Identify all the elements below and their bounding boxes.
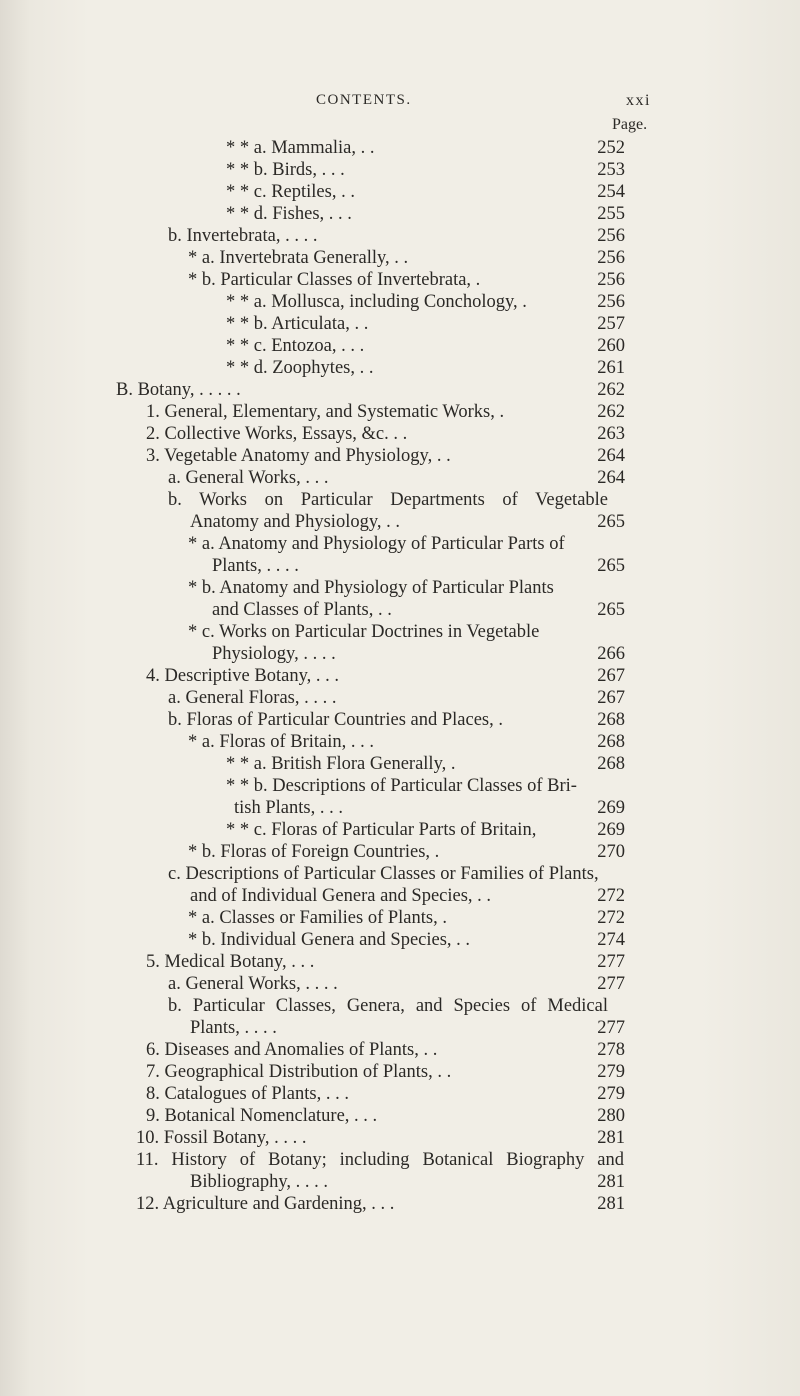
table-of-contents (0, 138, 800, 1216)
toc-entry (0, 710, 800, 732)
toc-entry-page: 270 (597, 842, 625, 862)
toc-entry-text: * a. Floras of Britain, . . . (188, 732, 375, 752)
toc-entry (0, 864, 800, 886)
page-number: xxi (626, 92, 651, 109)
toc-entry (0, 886, 800, 908)
toc-entry (0, 1150, 800, 1172)
toc-entry (0, 336, 800, 358)
toc-entry (0, 248, 800, 270)
toc-entry (0, 930, 800, 952)
toc-entry (0, 754, 800, 776)
toc-entry (0, 1194, 800, 1216)
toc-entry-text: Bibliography, . . . . (190, 1172, 329, 1192)
toc-entry (0, 512, 800, 534)
toc-entry-text: * * d. Zoophytes, . . (226, 358, 374, 378)
toc-entry-page: 265 (597, 600, 625, 620)
toc-entry (0, 732, 800, 754)
toc-entry (0, 270, 800, 292)
toc-entry (0, 182, 800, 204)
toc-entry-text: * b. Individual Genera and Species, . . (188, 930, 471, 950)
toc-entry-text: * a. Classes or Families of Plants, . (188, 908, 447, 928)
toc-entry-page: 272 (597, 908, 625, 928)
toc-entry-page: 253 (597, 160, 625, 180)
toc-entry-text: 5. Medical Botany, . . . (146, 952, 315, 972)
toc-entry (0, 1128, 800, 1150)
toc-entry (0, 1018, 800, 1040)
toc-entry-text: * a. Anatomy and Physiology of Particular Parts of (188, 534, 565, 554)
toc-entry (0, 138, 800, 160)
toc-entry (0, 468, 800, 490)
toc-entry-text: Anatomy and Physiology, . . (190, 512, 401, 532)
toc-entry-page: 252 (597, 138, 625, 158)
toc-entry-page: 256 (597, 248, 625, 268)
toc-entry (0, 842, 800, 864)
toc-entry-text: * b. Particular Classes of Invertebrata, . (188, 270, 481, 290)
toc-entry (0, 380, 800, 402)
toc-entry-text: 2. Collective Works, Essays, &c. . . (146, 424, 408, 444)
toc-entry (0, 160, 800, 182)
toc-entry (0, 534, 800, 556)
toc-entry-page: 268 (597, 710, 625, 730)
toc-entry-text: 4. Descriptive Botany, . . . (146, 666, 340, 686)
toc-entry-text: * * b. Descriptions of Particular Classes of Bri- (226, 776, 577, 796)
toc-entry-page: 279 (597, 1084, 625, 1104)
toc-entry-page: 281 (597, 1172, 625, 1192)
toc-entry-text: a. General Works, . . . . (168, 974, 338, 994)
toc-entry-text: a. General Floras, . . . . (168, 688, 337, 708)
toc-entry-text: * * a. Mollusca, including Conchology, . (226, 292, 527, 312)
toc-entry (0, 490, 800, 512)
toc-entry-text: Plants, . . . . (190, 1018, 277, 1038)
toc-entry-text: 8. Catalogues of Plants, . . . (146, 1084, 349, 1104)
toc-entry-text: b. Works on Particular Departments of Vegetable (168, 490, 608, 510)
toc-entry (0, 314, 800, 336)
toc-entry-text: * * a. Mammalia, . . (226, 138, 375, 158)
toc-entry-page: 281 (597, 1194, 625, 1214)
toc-entry-page: 267 (597, 688, 625, 708)
toc-entry-text: * * d. Fishes, . . . (226, 204, 352, 224)
toc-entry (0, 820, 800, 842)
toc-entry-page: 261 (597, 358, 625, 378)
toc-entry-page: 262 (597, 380, 625, 400)
toc-entry-text: b. Particular Classes, Genera, and Species of Medical (168, 996, 608, 1016)
toc-entry (0, 952, 800, 974)
toc-entry (0, 666, 800, 688)
toc-entry-text: 3. Vegetable Anatomy and Physiology, . . (146, 446, 451, 466)
toc-entry-text: * * c. Entozoa, . . . (226, 336, 365, 356)
toc-entry-text: Plants, . . . . (212, 556, 299, 576)
toc-entry-page: 266 (597, 644, 625, 664)
toc-entry-page: 269 (597, 798, 625, 818)
toc-entry-page: 277 (597, 952, 625, 972)
toc-entry-text: * * c. Floras of Particular Parts of Britain, (226, 820, 537, 840)
running-title: CONTENTS. (316, 92, 412, 108)
toc-entry (0, 688, 800, 710)
toc-entry (0, 424, 800, 446)
toc-entry-page: 263 (597, 424, 625, 444)
toc-entry (0, 798, 800, 820)
toc-entry-page: 257 (597, 314, 625, 334)
toc-entry-text: and of Individual Genera and Species, . . (190, 886, 492, 906)
toc-entry-text: * c. Works on Particular Doctrines in Vegetable (188, 622, 540, 642)
toc-entry-text: 1. General, Elementary, and Systematic Works, . (146, 402, 505, 422)
toc-entry-page: 277 (597, 1018, 625, 1038)
toc-entry-page: 265 (597, 556, 625, 576)
toc-entry-text: 7. Geographical Distribution of Plants, . . (146, 1062, 452, 1082)
toc-entry (0, 556, 800, 578)
toc-entry-text: * * c. Reptiles, . . (226, 182, 355, 202)
toc-entry-page: 255 (597, 204, 625, 224)
toc-entry-text: a. General Works, . . . (168, 468, 329, 488)
toc-entry (0, 402, 800, 424)
toc-entry (0, 600, 800, 622)
toc-entry-page: 272 (597, 886, 625, 906)
toc-entry-text: 6. Diseases and Anomalies of Plants, . . (146, 1040, 438, 1060)
toc-entry-text: 10. Fossil Botany, . . . . (136, 1128, 307, 1148)
toc-entry-text: and Classes of Plants, . . (212, 600, 392, 620)
toc-entry-page: 256 (597, 292, 625, 312)
toc-entry (0, 226, 800, 248)
toc-entry (0, 622, 800, 644)
toc-entry-page: 274 (597, 930, 625, 950)
toc-entry (0, 292, 800, 314)
toc-entry-page: 264 (597, 468, 625, 488)
toc-entry (0, 644, 800, 666)
toc-entry-page: 279 (597, 1062, 625, 1082)
toc-entry-text: b. Invertebrata, . . . . (168, 226, 318, 246)
toc-entry-page: 277 (597, 974, 625, 994)
toc-entry-page: 262 (597, 402, 625, 422)
toc-entry-page: 268 (597, 732, 625, 752)
toc-entry-text: * * b. Birds, . . . (226, 160, 345, 180)
toc-entry-page: 267 (597, 666, 625, 686)
toc-entry-text: Physiology, . . . . (212, 644, 336, 664)
page-header (0, 92, 800, 116)
toc-entry-text: b. Floras of Particular Countries and Places, . (168, 710, 503, 730)
toc-entry-page: 256 (597, 226, 625, 246)
toc-entry-page: 264 (597, 446, 625, 466)
toc-entry (0, 908, 800, 930)
toc-entry-text: * b. Anatomy and Physiology of Particular Plants (188, 578, 554, 598)
toc-entry-page: 280 (597, 1106, 625, 1126)
toc-entry (0, 1062, 800, 1084)
toc-entry-text: 12. Agriculture and Gardening, . . . (136, 1194, 395, 1214)
toc-entry (0, 204, 800, 226)
toc-entry-page: 278 (597, 1040, 625, 1060)
toc-entry (0, 578, 800, 600)
toc-entry-text: c. Descriptions of Particular Classes or Families of Plants, (168, 864, 599, 884)
toc-entry-page: 260 (597, 336, 625, 356)
toc-entry (0, 1172, 800, 1194)
toc-entry-text: * * b. Articulata, . . (226, 314, 369, 334)
toc-entry (0, 974, 800, 996)
toc-entry-text: 11. History of Botany; including Botanical Biography and (136, 1150, 624, 1170)
toc-entry-page: 269 (597, 820, 625, 840)
toc-entry-page: 281 (597, 1128, 625, 1148)
toc-entry (0, 1106, 800, 1128)
toc-entry (0, 358, 800, 380)
toc-entry-text: tish Plants, . . . (234, 798, 343, 818)
toc-entry (0, 446, 800, 468)
toc-entry-text: * a. Invertebrata Generally, . . (188, 248, 409, 268)
page-column-label: Page. (612, 116, 648, 133)
toc-entry-text: B. Botany, . . . . . (116, 380, 241, 400)
toc-entry (0, 996, 800, 1018)
toc-entry (0, 1040, 800, 1062)
toc-entry-text: 9. Botanical Nomenclature, . . . (146, 1106, 378, 1126)
toc-entry-text: * b. Floras of Foreign Countries, . (188, 842, 440, 862)
toc-entry-page: 254 (597, 182, 625, 202)
toc-entry (0, 1084, 800, 1106)
toc-entry-page: 256 (597, 270, 625, 290)
toc-entry-page: 265 (597, 512, 625, 532)
toc-entry-text: * * a. British Flora Generally, . (226, 754, 456, 774)
toc-entry (0, 776, 800, 798)
toc-entry-page: 268 (597, 754, 625, 774)
